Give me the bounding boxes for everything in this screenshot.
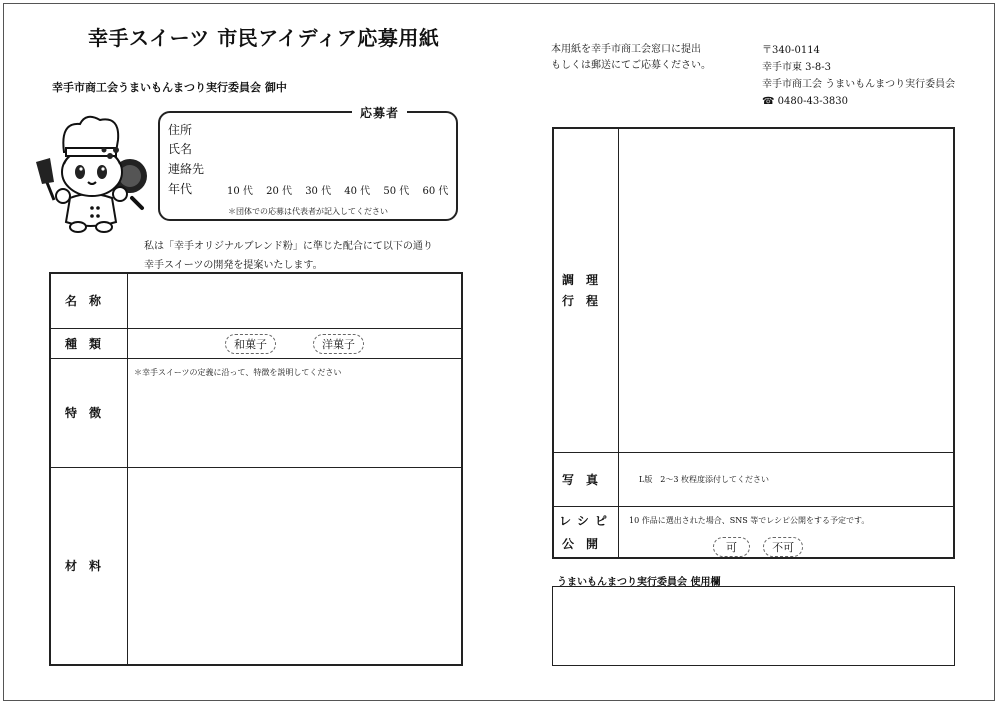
recipe-note: 10 作品に選出された場合、SNS 等でレシピ公開をする予定です。 (629, 515, 870, 525)
photo-label: 写真 (553, 452, 619, 506)
age-option[interactable]: 10 代 (227, 186, 253, 197)
recipe-label-line-2: 公開 (561, 536, 610, 551)
committee-use-box (552, 586, 955, 666)
age-option[interactable]: 50 代 (383, 186, 410, 197)
submission-line-2: もしくは郵送にてご応募ください。 (551, 60, 711, 71)
age-option[interactable]: 60 代 (422, 186, 449, 197)
recipe-row (553, 506, 954, 558)
process-label-line-1: 調理 (561, 273, 610, 288)
name-row (50, 273, 462, 328)
recipe-label-line-1: レシピ (559, 513, 613, 528)
age-options (227, 182, 458, 197)
mailing-address (762, 42, 955, 110)
ingredients-row (50, 467, 462, 665)
features-row (50, 358, 462, 467)
cooking-process-field[interactable] (619, 128, 955, 452)
proposal-statement (144, 237, 433, 275)
yogashi-option[interactable]: 洋菓子 (313, 334, 364, 354)
ingredients-field[interactable] (128, 467, 463, 665)
process-label-line-2: 行程 (561, 294, 610, 309)
features-label: 特徴 (50, 358, 128, 467)
proposal-line-1: 私は「幸手オリジナルブレンド粉」に準じた配合にて以下の通り (144, 241, 433, 252)
cooking-process-label (553, 128, 619, 452)
right-form-table (552, 127, 955, 559)
features-field[interactable] (128, 358, 463, 467)
name-field[interactable] (210, 139, 450, 157)
age-option[interactable]: 40 代 (344, 186, 371, 197)
submission-line-1: 本用紙を幸手市商工会窓口に提出 (551, 44, 701, 55)
photo-note: L版 2〜3 枚程度添付してください (639, 474, 770, 484)
name-label: 氏名 (168, 142, 193, 156)
ingredients-label: 材料 (50, 467, 128, 665)
sweets-name-label: 名称 (50, 273, 128, 328)
address-field[interactable] (210, 119, 450, 137)
organization: 幸手市商工会 うまいもんまつり実行委員会 (762, 79, 956, 90)
submission-instructions (551, 42, 711, 74)
age-label: 年代 (168, 182, 193, 196)
age-option[interactable]: 20 代 (266, 186, 292, 197)
features-note: ＊幸手スイーツの定義に沿って、特徴を説明してください (134, 367, 342, 377)
wagashi-option[interactable]: 和菓子 (225, 334, 276, 354)
sweets-type-label: 種類 (50, 328, 128, 358)
address-label: 住所 (168, 123, 193, 137)
page-title: 幸手スイーツ 市民アイディア応募用紙 (88, 26, 440, 50)
chef-mascot-illustration (30, 110, 150, 238)
contact-label: 連絡先 (168, 162, 205, 176)
applicant-legend: 応募者 (352, 104, 407, 121)
recipe-deny-option[interactable]: 不可 (763, 537, 803, 557)
proposal-line-2: 幸手スイーツの開発を提案いたします。 (144, 260, 323, 271)
group-note: ＊団体での応募は代表者が記入してください (228, 207, 388, 216)
photo-cell (619, 452, 955, 506)
recipe-allow-option[interactable]: 可 (713, 537, 750, 557)
phone-number: ☎ 0480-43-3830 (762, 96, 849, 107)
process-row (553, 128, 954, 452)
sweets-type-cell (128, 328, 463, 358)
left-form-table (49, 272, 463, 666)
addressee: 幸手市商工会うまいもんまつり実行委員会 御中 (52, 81, 287, 94)
sweets-name-field[interactable] (128, 273, 463, 328)
recipe-publish-cell (619, 506, 955, 558)
committee-use-label: うまいもんまつり実行委員会 使用欄 (557, 577, 721, 588)
type-row (50, 328, 462, 358)
street-address: 幸手市東 3-8-3 (762, 62, 832, 73)
recipe-publish-label (553, 506, 619, 558)
photo-row (553, 452, 954, 506)
contact-field[interactable] (220, 159, 450, 177)
age-option[interactable]: 30 代 (305, 186, 332, 197)
postal-code: 〒340-0114 (762, 45, 820, 56)
